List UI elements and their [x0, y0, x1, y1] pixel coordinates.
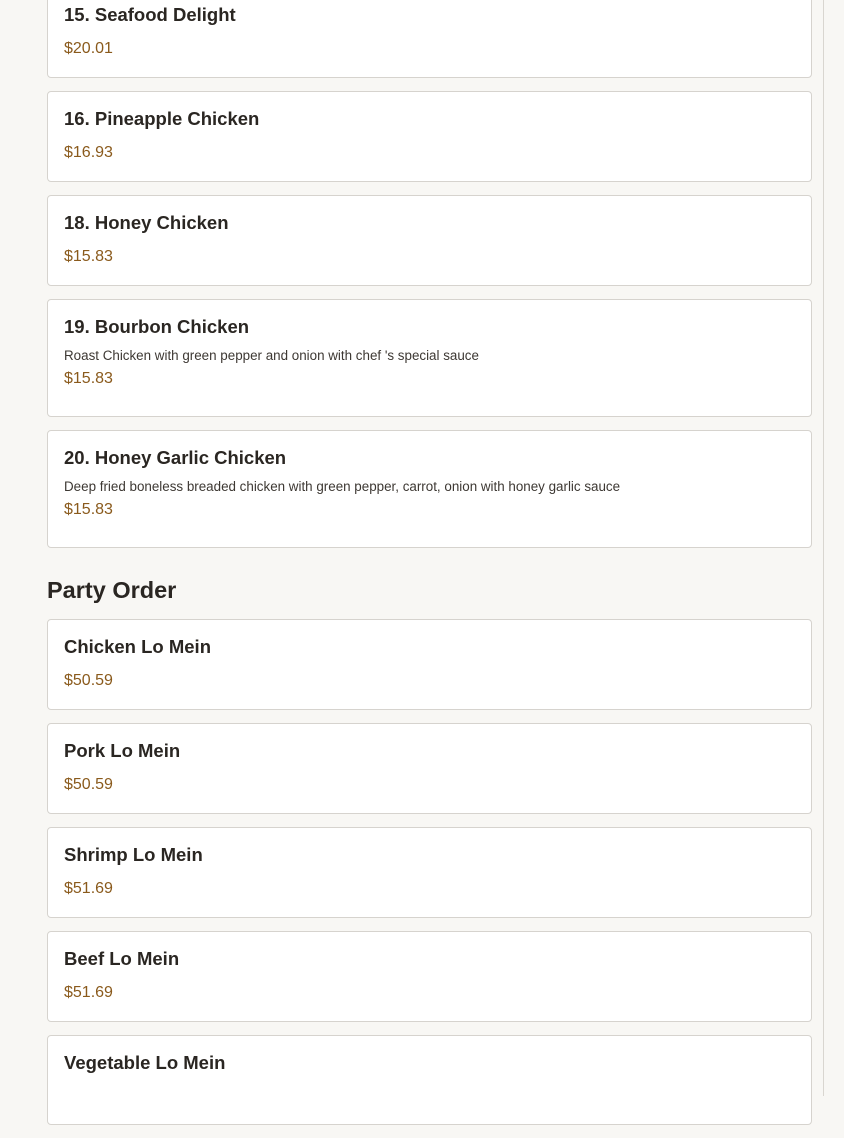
item-name: 20. Honey Garlic Chicken: [64, 447, 287, 468]
menu-item-card[interactable]: [47, 195, 812, 286]
menu-item-card[interactable]: [47, 723, 812, 814]
item-name: 18. Honey Chicken: [64, 212, 229, 233]
item-price: $15.83: [64, 501, 113, 518]
menu-item-card[interactable]: [47, 619, 812, 710]
item-price: $51.69: [64, 880, 113, 897]
item-description: Roast Chicken with green pepper and onion with chef 's special sauce: [64, 348, 479, 363]
menu-item-card[interactable]: [47, 91, 812, 182]
item-name: 19. Bourbon Chicken: [64, 316, 250, 337]
menu-item-card[interactable]: [47, 931, 812, 1022]
menu-list: [47, 0, 812, 1138]
item-price: $15.83: [64, 370, 113, 387]
menu-item-card[interactable]: [47, 430, 812, 548]
menu-item-card[interactable]: [47, 299, 812, 417]
item-price: $51.69: [64, 984, 113, 1001]
item-price: $20.01: [64, 40, 113, 57]
item-name: Chicken Lo Mein: [64, 636, 211, 657]
item-price: $15.83: [64, 248, 113, 265]
menu-item-card[interactable]: [47, 827, 812, 918]
menu-item-card[interactable]: [47, 1035, 812, 1125]
item-price: $50.59: [64, 672, 113, 689]
menu-item-card[interactable]: [47, 0, 812, 78]
item-price: $16.93: [64, 144, 113, 161]
item-name: Shrimp Lo Mein: [64, 844, 203, 865]
item-description: Deep fried boneless breaded chicken with green pepper, carrot, onion with honey garlic sauce: [64, 479, 621, 494]
section-heading-party-order: Party Order: [47, 577, 177, 603]
item-name: Pork Lo Mein: [64, 740, 181, 761]
item-name: 15. Seafood Delight: [64, 4, 236, 25]
item-name: 16. Pineapple Chicken: [64, 108, 260, 129]
item-name: Vegetable Lo Mein: [64, 1052, 226, 1073]
item-name: Beef Lo Mein: [64, 948, 180, 969]
item-price: $50.59: [64, 776, 113, 793]
